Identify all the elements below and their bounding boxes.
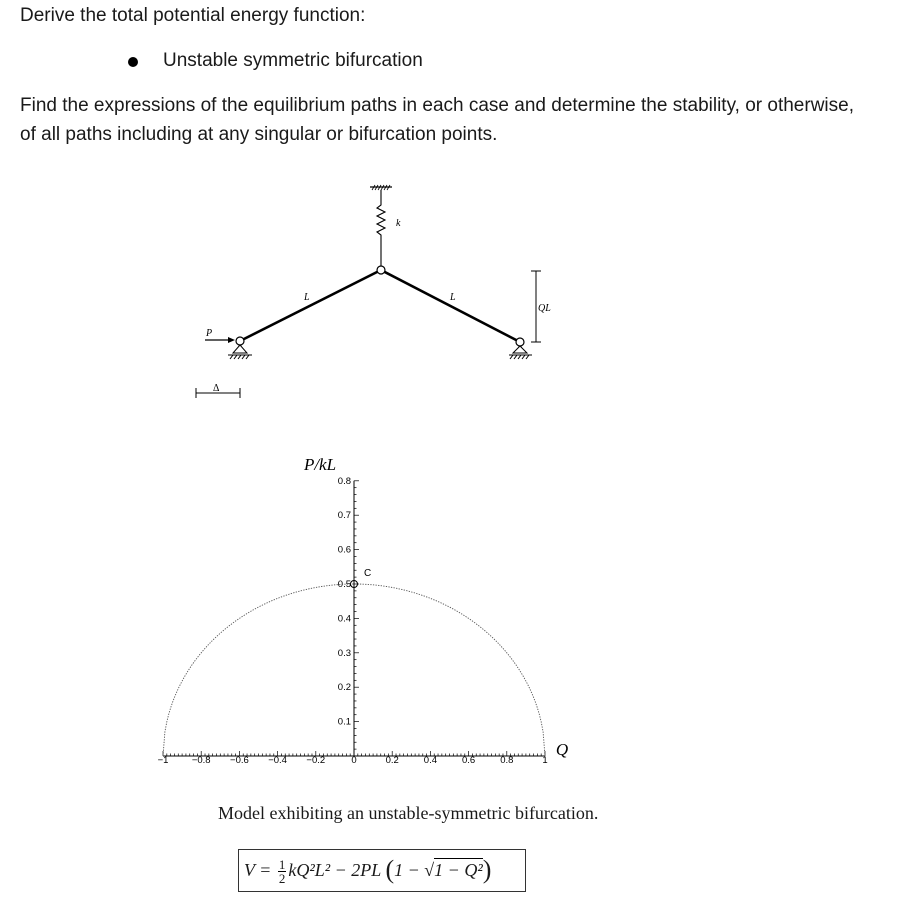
x-tick-label: 0 xyxy=(351,755,357,766)
potential-energy-formula xyxy=(244,852,491,888)
formula-lhs: V = xyxy=(244,860,272,880)
y-tick-label: 0.7 xyxy=(337,510,351,522)
y-tick-label: 0.5 xyxy=(337,579,351,590)
displacement-label: Δ xyxy=(213,383,220,394)
load-arrowhead-icon xyxy=(228,337,235,343)
left-hinge-icon xyxy=(236,337,244,345)
critical-point-label: C xyxy=(364,568,372,579)
x-tick-label: 0.6 xyxy=(461,755,476,766)
right-bar xyxy=(381,270,520,342)
instruction-line-1: Find the expressions of the equilibrium paths in each case and determine the stability, or otherwise, xyxy=(20,95,854,116)
right-hinge-icon xyxy=(516,338,524,346)
right-pin-support-icon xyxy=(509,346,532,359)
figure-caption: Model exhibiting an unstable-symmetric bifurcation. xyxy=(218,803,599,823)
y-tick-label: 0.4 xyxy=(337,613,351,625)
y-axis-label: P/kL xyxy=(303,455,337,474)
left-bar-label: L xyxy=(304,292,310,303)
sqrt-icon: √ xyxy=(424,860,435,880)
y-tick-label: 0.8 xyxy=(337,475,351,487)
x-tick-label: −0.6 xyxy=(230,755,249,766)
y-tick-label: 0.3 xyxy=(337,647,351,659)
y-tick-label: 0.6 xyxy=(337,544,351,556)
x-tick-label: 0.2 xyxy=(385,755,399,766)
heading: Derive the total potential energy function: xyxy=(20,5,366,26)
x-tick-label: −0.4 xyxy=(268,755,287,766)
formula-fraction xyxy=(278,858,287,885)
formula-frac-den: 2 xyxy=(278,871,286,887)
spring-label: k xyxy=(396,218,401,229)
formula-term1: kQ²L² − 2PL xyxy=(288,860,381,880)
x-tick-label: −0.8 xyxy=(191,755,211,766)
formula-right-paren: ) xyxy=(482,855,492,884)
deflection-label: QL xyxy=(538,303,551,314)
formula-inner: 1 − xyxy=(394,860,425,880)
x-tick-label: 0.8 xyxy=(500,755,514,766)
spring-icon xyxy=(377,190,385,268)
y-tick-label: 0.1 xyxy=(337,716,351,728)
x-tick-label: 0.4 xyxy=(423,755,438,766)
formula-radicand: 1 − Q² xyxy=(434,860,483,880)
load-label: P xyxy=(206,328,213,339)
y-tick-label: 0.2 xyxy=(337,682,351,694)
left-bar xyxy=(240,270,381,341)
center-hinge-icon xyxy=(377,266,385,274)
x-tick-label: 1 xyxy=(542,755,548,766)
right-bar-label: L xyxy=(450,292,456,303)
formula-left-paren: ( xyxy=(385,855,395,884)
x-tick-label: −1 xyxy=(157,755,169,766)
formula-frac-num: 1 xyxy=(278,857,286,873)
instruction-line-2: of all paths including at any singular or bifurcation points. xyxy=(20,124,498,145)
bullet-item: Unstable symmetric bifurcation xyxy=(163,50,423,71)
equilibrium-path-chart xyxy=(158,455,569,766)
left-roller-support-icon xyxy=(228,345,252,359)
x-axis-label: Q xyxy=(555,740,569,759)
x-tick-label: −0.2 xyxy=(306,755,326,766)
